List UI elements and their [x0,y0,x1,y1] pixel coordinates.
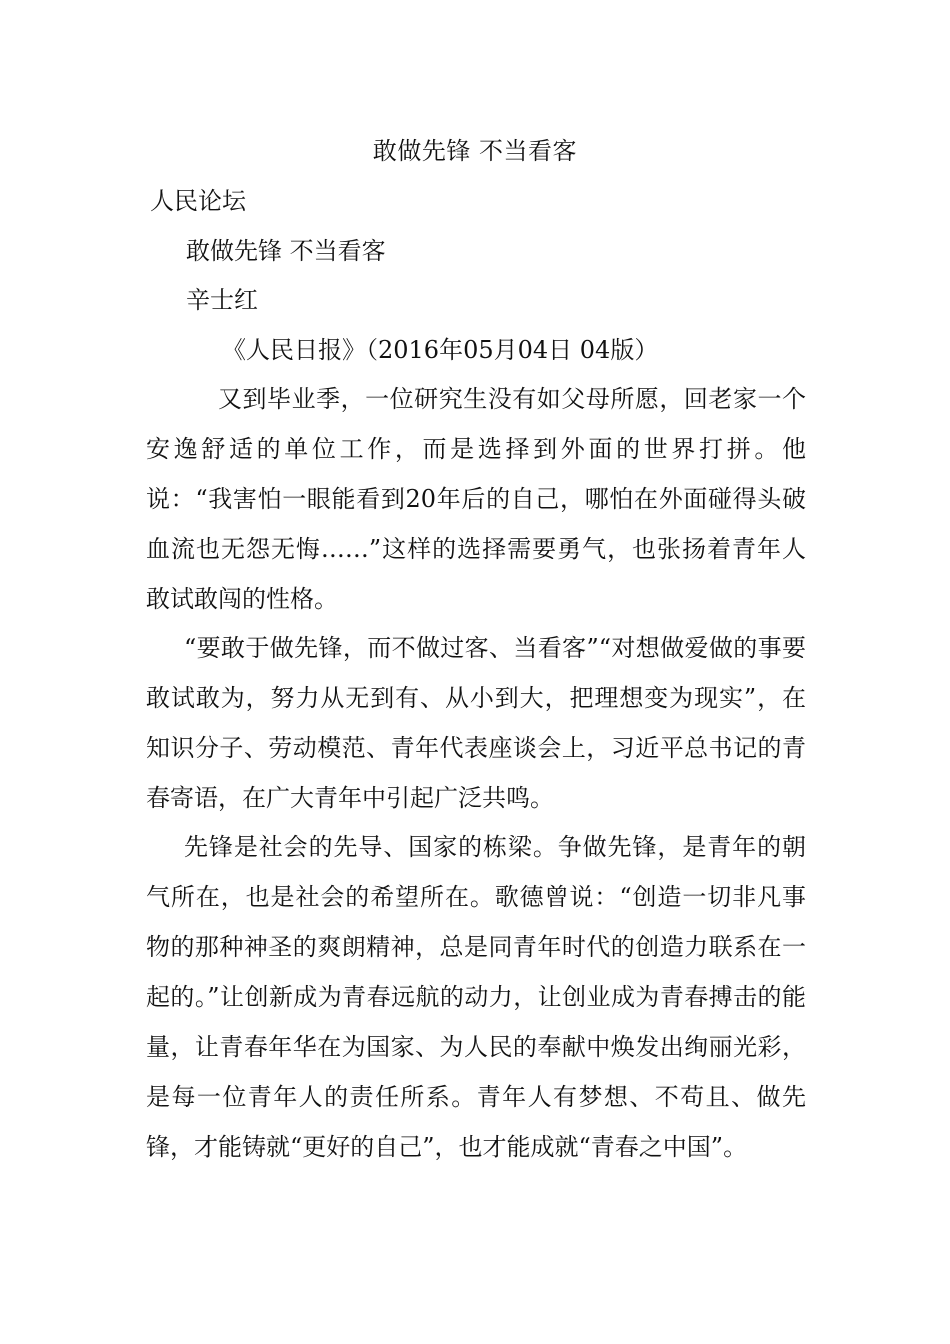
paragraph-3: 先锋是社会的先导、国家的栋梁。争做先锋，是青年的朝气所在，也是社会的希望所在。歌德曾说：“创造一切非凡事物的那种神圣的爽朗精神，总是同青年时代的创造力联系在一起的。”让创新成为青春远航的动力，让创业成为青春搏击的能量，让青春年华在为国家、为人民的奉献中焕发出绚丽光彩，是每一位青年人的责任所系。青年人有梦想、不苟且、做先锋，才能铸就“更好的自己”，也才能成就“青春之中国”。 [146,833,806,1161]
article-subtitle: 敢做先锋 不当看客 [186,237,386,265]
author-name: 辛士红 [186,286,258,314]
source-citation: 《人民日报》（2016年05月04日 04版） [222,336,659,364]
paragraph-2: “要敢于做先锋，而不做过客、当看客”“对想做爱做的事要敢试敢为，努力从无到有、从小到大，把理想变为现实”，在知识分子、劳动模范、青年代表座谈会上，习近平总书记的青春寄语，在广大青年中引起广泛共鸣。 [146,634,806,812]
section-label: 人民论坛 [150,187,246,215]
paragraph-1: 又到毕业季，一位研究生没有如父母所愿，回老家一个安逸舒适的单位工作，而是选择到外面的世界打拼。他说：“我害怕一眼能看到20年后的自己，哪怕在外面碰得头破血流也无怨无悔……”这样的选择需要勇气，也张扬着青年人敢试敢闯的性格。 [146,385,806,613]
document-title: 敢做先锋 不当看客 [372,137,578,165]
